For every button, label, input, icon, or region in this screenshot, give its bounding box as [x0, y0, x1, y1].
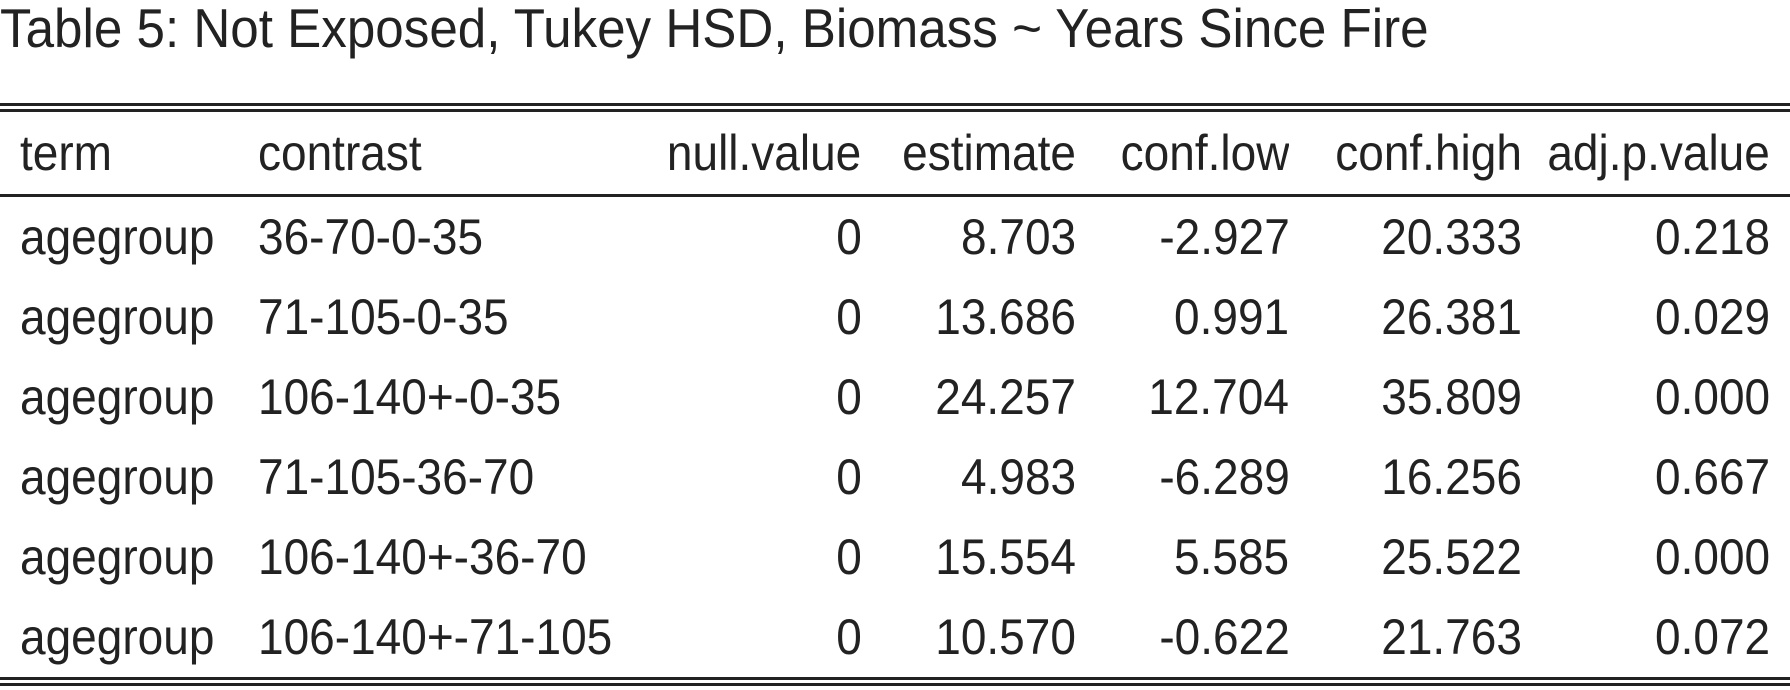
header-conf-high: conf.high [1335, 125, 1522, 181]
bottom-rule [0, 677, 1790, 686]
cell-conf-low: -6.289 [1158, 449, 1290, 505]
cell-term: agegroup [20, 449, 215, 505]
top-rule [0, 103, 1790, 112]
cell-term: agegroup [20, 209, 215, 265]
cell-estimate: 24.257 [935, 369, 1076, 425]
cell-adj-p-value: 0.667 [1654, 449, 1770, 505]
cell-term: agegroup [20, 609, 215, 665]
table-row [0, 277, 1790, 357]
tukey-table [0, 112, 1790, 194]
cell-null-value: 0 [836, 369, 862, 425]
cell-conf-high: 21.763 [1381, 609, 1522, 665]
cell-adj-p-value: 0.029 [1654, 289, 1770, 345]
table-row [0, 197, 1790, 277]
cell-estimate: 4.983 [960, 449, 1076, 505]
header-conf-low: conf.low [1120, 125, 1290, 181]
cell-estimate: 15.554 [935, 529, 1076, 585]
cell-term: agegroup [20, 529, 215, 585]
cell-conf-high: 26.381 [1381, 289, 1522, 345]
header-contrast: contrast [257, 125, 422, 181]
cell-contrast: 71-105-36-70 [257, 449, 535, 505]
table-row [0, 357, 1790, 437]
cell-conf-low: -0.622 [1158, 609, 1290, 665]
table-row [0, 597, 1790, 677]
header-null-value: null.value [667, 125, 862, 181]
cell-conf-high: 35.809 [1381, 369, 1522, 425]
cell-conf-high: 20.333 [1381, 209, 1522, 265]
cell-null-value: 0 [836, 529, 862, 585]
cell-estimate: 13.686 [935, 289, 1076, 345]
cell-term: agegroup [20, 369, 215, 425]
results-table [0, 103, 1790, 686]
cell-adj-p-value: 0.000 [1654, 369, 1770, 425]
header-term: term [20, 125, 112, 181]
cell-adj-p-value: 0.218 [1654, 209, 1770, 265]
header-adj-p-value: adj.p.value [1547, 125, 1770, 181]
table-caption: Table 5: Not Exposed, Tukey HSD, Biomass ~ Years Since Fire [0, 0, 1429, 59]
table-row [0, 437, 1790, 517]
cell-contrast: 71-105-0-35 [257, 289, 509, 345]
cell-term: agegroup [20, 289, 215, 345]
cell-null-value: 0 [836, 289, 862, 345]
cell-null-value: 0 [836, 209, 862, 265]
cell-adj-p-value: 0.000 [1654, 529, 1770, 585]
cell-estimate: 10.570 [935, 609, 1076, 665]
cell-contrast: 106-140+-36-70 [257, 529, 587, 585]
cell-conf-low: -2.927 [1158, 209, 1290, 265]
cell-conf-high: 25.522 [1381, 529, 1522, 585]
cell-conf-low: 0.991 [1174, 289, 1290, 345]
cell-estimate: 8.703 [960, 209, 1076, 265]
header-estimate: estimate [902, 125, 1076, 181]
tukey-table-body [0, 197, 1790, 677]
header-row [0, 112, 1790, 194]
cell-null-value: 0 [836, 609, 862, 665]
cell-contrast: 36-70-0-35 [257, 209, 483, 265]
cell-conf-low: 12.704 [1148, 369, 1290, 425]
table-row [0, 517, 1790, 597]
cell-conf-low: 5.585 [1174, 529, 1290, 585]
cell-adj-p-value: 0.072 [1654, 609, 1770, 665]
cell-conf-high: 16.256 [1381, 449, 1522, 505]
cell-contrast: 106-140+-0-35 [257, 369, 561, 425]
cell-contrast: 106-140+-71-105 [257, 609, 613, 665]
cell-null-value: 0 [836, 449, 862, 505]
